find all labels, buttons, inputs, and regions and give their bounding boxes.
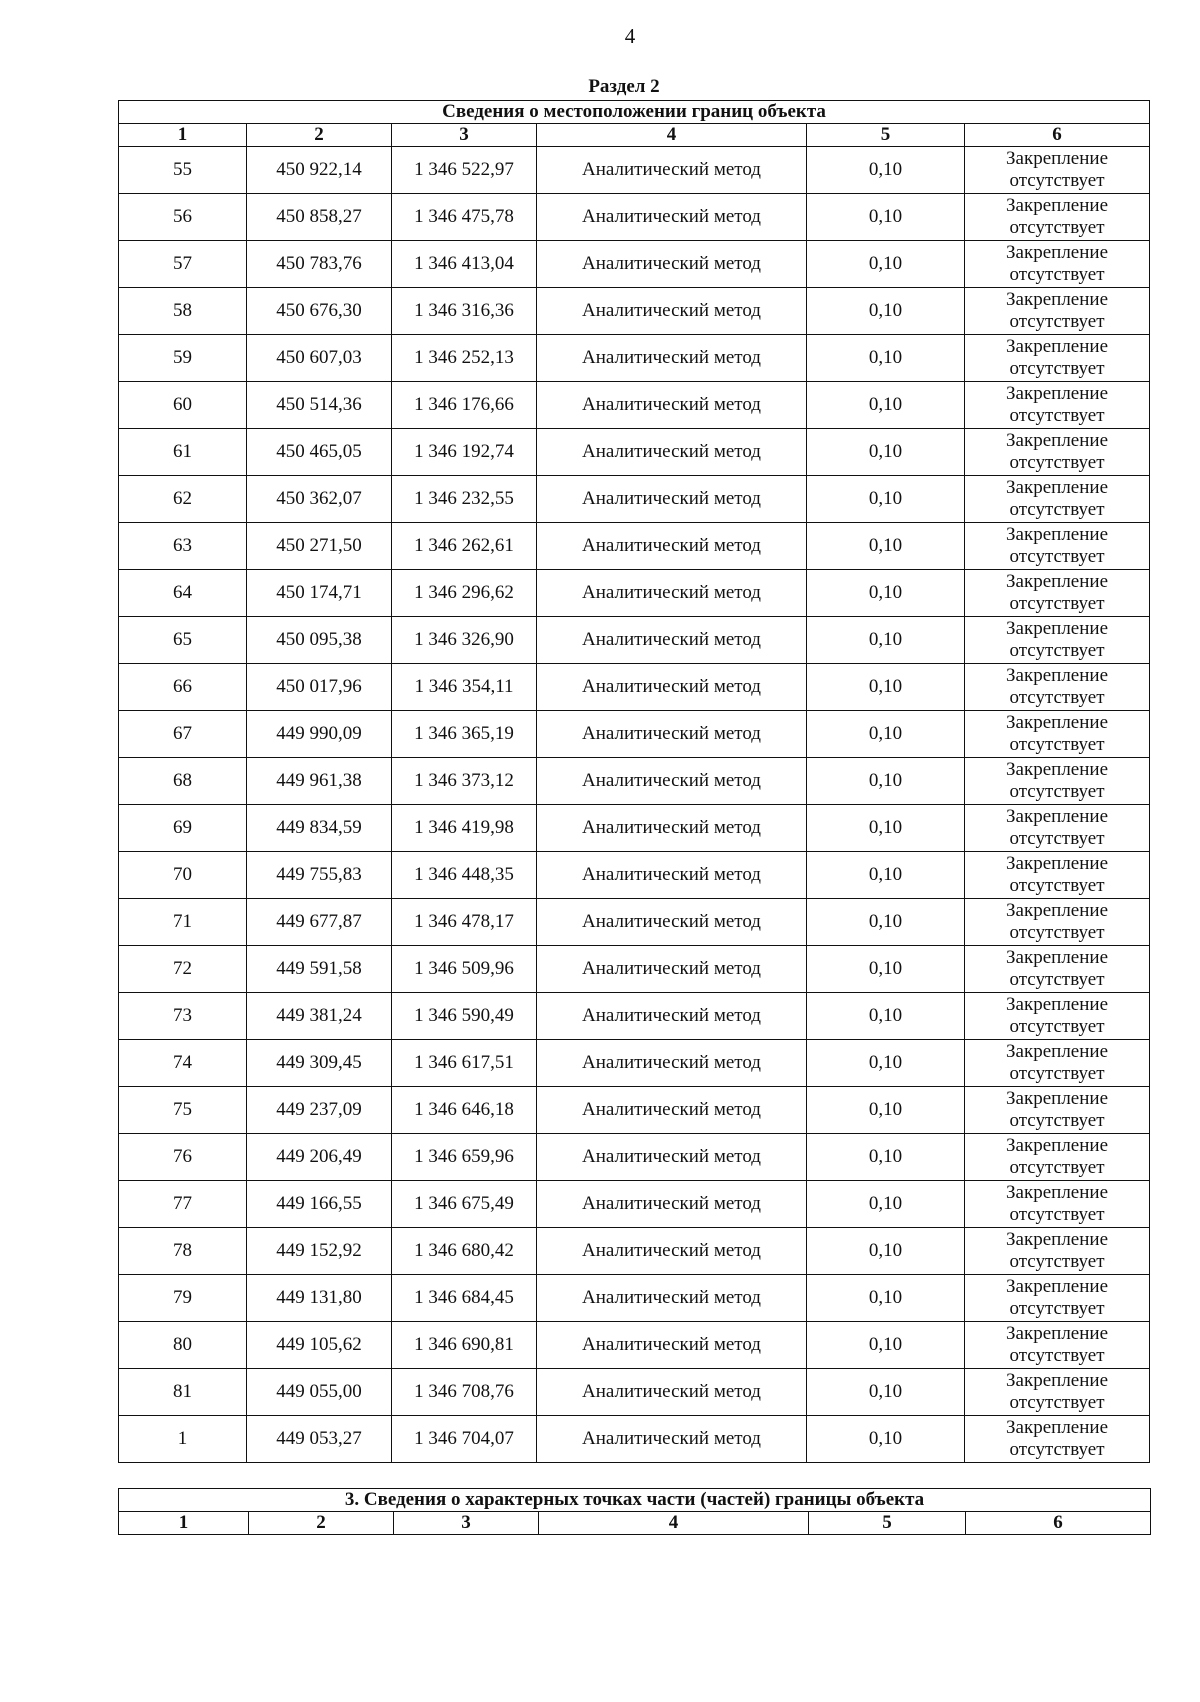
fixation-line-2: отсутствует xyxy=(1009,217,1105,238)
fixation-line-2: отсутствует xyxy=(1009,311,1105,332)
coordinate-x: 450 514,36 xyxy=(247,382,392,429)
fixation-line-1: Закрепление xyxy=(1006,900,1108,921)
accuracy-value: 0,10 xyxy=(807,993,965,1040)
fixation-line-1: Закрепление xyxy=(1006,1182,1108,1203)
coordinate-x: 450 017,96 xyxy=(247,664,392,711)
fixation-description xyxy=(965,1228,1150,1275)
coordinate-y: 1 346 262,61 xyxy=(392,523,537,570)
fixation-description xyxy=(965,711,1150,758)
fixation-line-1: Закрепление xyxy=(1006,1088,1108,1109)
fixation-line-1: Закрепление xyxy=(1006,806,1108,827)
fixation-line-1: Закрепление xyxy=(1006,994,1108,1015)
point-number: 55 xyxy=(119,147,247,194)
fixation-line-2: отсутствует xyxy=(1009,358,1105,379)
determination-method: Аналитический метод xyxy=(537,711,807,758)
point-number: 68 xyxy=(119,758,247,805)
table-row xyxy=(119,476,1150,523)
coordinate-y: 1 346 316,36 xyxy=(392,288,537,335)
table-row xyxy=(119,1040,1150,1087)
fixation-line-2: отсутствует xyxy=(1009,1110,1105,1131)
parts-column-numbers-row xyxy=(119,1512,1151,1535)
determination-method: Аналитический метод xyxy=(537,1322,807,1369)
accuracy-value: 0,10 xyxy=(807,194,965,241)
coordinate-x: 449 591,58 xyxy=(247,946,392,993)
determination-method: Аналитический метод xyxy=(537,1087,807,1134)
fixation-line-2: отсутствует xyxy=(1009,1016,1105,1037)
fixation-line-2: отсутствует xyxy=(1009,1392,1105,1413)
fixation-description xyxy=(965,617,1150,664)
coordinate-x: 449 053,27 xyxy=(247,1416,392,1463)
point-number: 73 xyxy=(119,993,247,1040)
coordinate-y: 1 346 326,90 xyxy=(392,617,537,664)
table-row xyxy=(119,1134,1150,1181)
fixation-description xyxy=(965,1275,1150,1322)
point-number: 63 xyxy=(119,523,247,570)
coordinate-y: 1 346 413,04 xyxy=(392,241,537,288)
coordinate-x: 450 676,30 xyxy=(247,288,392,335)
accuracy-value: 0,10 xyxy=(807,288,965,335)
accuracy-value: 0,10 xyxy=(807,1322,965,1369)
table-row xyxy=(119,241,1150,288)
fixation-line-2: отсутствует xyxy=(1009,828,1105,849)
fixation-line-1: Закрепление xyxy=(1006,195,1108,216)
fixation-line-1: Закрепление xyxy=(1006,1135,1108,1156)
accuracy-value: 0,10 xyxy=(807,711,965,758)
point-number: 71 xyxy=(119,899,247,946)
fixation-description xyxy=(965,1181,1150,1228)
fixation-line-1: Закрепление xyxy=(1006,383,1108,404)
fixation-line-2: отсутствует xyxy=(1009,1157,1105,1178)
fixation-description xyxy=(965,382,1150,429)
fixation-line-1: Закрепление xyxy=(1006,1417,1108,1438)
accuracy-value: 0,10 xyxy=(807,852,965,899)
accuracy-value: 0,10 xyxy=(807,147,965,194)
coordinate-y: 1 346 590,49 xyxy=(392,993,537,1040)
determination-method: Аналитический метод xyxy=(537,1369,807,1416)
point-number: 70 xyxy=(119,852,247,899)
determination-method: Аналитический метод xyxy=(537,1040,807,1087)
coordinate-y: 1 346 478,17 xyxy=(392,899,537,946)
parts-table-caption: 3. Сведения о характерных точках части (частей) границы объекта xyxy=(119,1489,1151,1512)
fixation-line-2: отсутствует xyxy=(1009,593,1105,614)
coordinate-x: 449 206,49 xyxy=(247,1134,392,1181)
determination-method: Аналитический метод xyxy=(537,664,807,711)
accuracy-value: 0,10 xyxy=(807,664,965,711)
column-number: 3 xyxy=(394,1512,539,1535)
point-number: 76 xyxy=(119,1134,247,1181)
table-row xyxy=(119,1181,1150,1228)
determination-method: Аналитический метод xyxy=(537,805,807,852)
point-number: 57 xyxy=(119,241,247,288)
accuracy-value: 0,10 xyxy=(807,1040,965,1087)
fixation-line-2: отсутствует xyxy=(1009,1063,1105,1084)
column-number: 2 xyxy=(249,1512,394,1535)
fixation-line-1: Закрепление xyxy=(1006,289,1108,310)
fixation-line-2: отсутствует xyxy=(1009,546,1105,567)
fixation-line-1: Закрепление xyxy=(1006,1370,1108,1391)
point-number: 79 xyxy=(119,1275,247,1322)
coordinate-y: 1 346 252,13 xyxy=(392,335,537,382)
fixation-line-2: отсутствует xyxy=(1009,1298,1105,1319)
determination-method: Аналитический метод xyxy=(537,1228,807,1275)
fixation-description xyxy=(965,758,1150,805)
section-title: Раздел 2 xyxy=(588,76,660,97)
accuracy-value: 0,10 xyxy=(807,899,965,946)
coordinate-x: 449 381,24 xyxy=(247,993,392,1040)
table-row xyxy=(119,946,1150,993)
coordinate-x: 450 858,27 xyxy=(247,194,392,241)
fixation-line-2: отсутствует xyxy=(1009,405,1105,426)
table-row xyxy=(119,805,1150,852)
coordinate-x: 449 961,38 xyxy=(247,758,392,805)
point-number: 75 xyxy=(119,1087,247,1134)
fixation-line-1: Закрепление xyxy=(1006,1229,1108,1250)
coordinate-x: 449 834,59 xyxy=(247,805,392,852)
fixation-line-2: отсутствует xyxy=(1009,640,1105,661)
determination-method: Аналитический метод xyxy=(537,758,807,805)
coordinate-x: 450 607,03 xyxy=(247,335,392,382)
point-number: 67 xyxy=(119,711,247,758)
coordinate-x: 450 783,76 xyxy=(247,241,392,288)
fixation-line-1: Закрепление xyxy=(1006,1041,1108,1062)
point-number: 61 xyxy=(119,429,247,476)
fixation-description xyxy=(965,1416,1150,1463)
accuracy-value: 0,10 xyxy=(807,617,965,664)
fixation-description xyxy=(965,664,1150,711)
point-number: 78 xyxy=(119,1228,247,1275)
point-number: 64 xyxy=(119,570,247,617)
table-row xyxy=(119,993,1150,1040)
table-row xyxy=(119,758,1150,805)
fixation-description xyxy=(965,852,1150,899)
coordinate-y: 1 346 296,62 xyxy=(392,570,537,617)
column-number: 3 xyxy=(392,124,537,147)
point-number: 1 xyxy=(119,1416,247,1463)
column-numbers-row xyxy=(119,124,1150,147)
table-row xyxy=(119,664,1150,711)
fixation-description xyxy=(965,1040,1150,1087)
determination-method: Аналитический метод xyxy=(537,946,807,993)
table-caption: Сведения о местоположении границ объекта xyxy=(119,101,1150,124)
fixation-line-1: Закрепление xyxy=(1006,430,1108,451)
coordinate-y: 1 346 419,98 xyxy=(392,805,537,852)
fixation-line-2: отсутствует xyxy=(1009,781,1105,802)
accuracy-value: 0,10 xyxy=(807,805,965,852)
fixation-description xyxy=(965,429,1150,476)
table-row xyxy=(119,1416,1150,1463)
column-number: 5 xyxy=(807,124,965,147)
point-number: 56 xyxy=(119,194,247,241)
point-number: 74 xyxy=(119,1040,247,1087)
accuracy-value: 0,10 xyxy=(807,335,965,382)
determination-method: Аналитический метод xyxy=(537,617,807,664)
accuracy-value: 0,10 xyxy=(807,1416,965,1463)
fixation-description xyxy=(965,335,1150,382)
determination-method: Аналитический метод xyxy=(537,1416,807,1463)
fixation-line-2: отсутствует xyxy=(1009,875,1105,896)
fixation-line-2: отсутствует xyxy=(1009,687,1105,708)
point-number: 65 xyxy=(119,617,247,664)
accuracy-value: 0,10 xyxy=(807,946,965,993)
column-number: 4 xyxy=(539,1512,809,1535)
determination-method: Аналитический метод xyxy=(537,570,807,617)
coordinate-y: 1 346 448,35 xyxy=(392,852,537,899)
fixation-line-1: Закрепление xyxy=(1006,1276,1108,1297)
column-number: 6 xyxy=(965,124,1150,147)
coordinate-y: 1 346 704,07 xyxy=(392,1416,537,1463)
fixation-line-2: отсутствует xyxy=(1009,969,1105,990)
determination-method: Аналитический метод xyxy=(537,899,807,946)
determination-method: Аналитический метод xyxy=(537,852,807,899)
fixation-line-1: Закрепление xyxy=(1006,524,1108,545)
column-number: 2 xyxy=(247,124,392,147)
parts-table xyxy=(118,1488,1151,1535)
coordinate-y: 1 346 646,18 xyxy=(392,1087,537,1134)
accuracy-value: 0,10 xyxy=(807,429,965,476)
table-row xyxy=(119,194,1150,241)
fixation-description xyxy=(965,1087,1150,1134)
fixation-line-2: отсутствует xyxy=(1009,1439,1105,1460)
boundary-table xyxy=(118,100,1150,1463)
fixation-line-1: Закрепление xyxy=(1006,665,1108,686)
table-row xyxy=(119,899,1150,946)
table-row xyxy=(119,1228,1150,1275)
point-number: 62 xyxy=(119,476,247,523)
fixation-line-1: Закрепление xyxy=(1006,853,1108,874)
table-row xyxy=(119,1369,1150,1416)
accuracy-value: 0,10 xyxy=(807,758,965,805)
fixation-line-1: Закрепление xyxy=(1006,1323,1108,1344)
fixation-description xyxy=(965,147,1150,194)
fixation-description xyxy=(965,993,1150,1040)
fixation-line-1: Закрепление xyxy=(1006,947,1108,968)
coordinate-y: 1 346 232,55 xyxy=(392,476,537,523)
point-number: 60 xyxy=(119,382,247,429)
fixation-description xyxy=(965,523,1150,570)
coordinate-y: 1 346 354,11 xyxy=(392,664,537,711)
fixation-line-2: отсутствует xyxy=(1009,1345,1105,1366)
determination-method: Аналитический метод xyxy=(537,241,807,288)
coordinate-y: 1 346 680,42 xyxy=(392,1228,537,1275)
determination-method: Аналитический метод xyxy=(537,476,807,523)
table-row xyxy=(119,852,1150,899)
page-number: 4 xyxy=(624,24,636,48)
point-number: 80 xyxy=(119,1322,247,1369)
coordinate-y: 1 346 617,51 xyxy=(392,1040,537,1087)
coordinate-y: 1 346 192,74 xyxy=(392,429,537,476)
accuracy-value: 0,10 xyxy=(807,1275,965,1322)
coordinate-y: 1 346 684,45 xyxy=(392,1275,537,1322)
coordinate-y: 1 346 365,19 xyxy=(392,711,537,758)
fixation-description xyxy=(965,476,1150,523)
coordinate-y: 1 346 176,66 xyxy=(392,382,537,429)
coordinate-x: 449 677,87 xyxy=(247,899,392,946)
accuracy-value: 0,10 xyxy=(807,1134,965,1181)
column-number: 5 xyxy=(809,1512,966,1535)
accuracy-value: 0,10 xyxy=(807,382,965,429)
coordinate-x: 449 755,83 xyxy=(247,852,392,899)
coordinate-x: 450 362,07 xyxy=(247,476,392,523)
determination-method: Аналитический метод xyxy=(537,523,807,570)
fixation-description xyxy=(965,570,1150,617)
fixation-line-1: Закрепление xyxy=(1006,148,1108,169)
fixation-description xyxy=(965,946,1150,993)
accuracy-value: 0,10 xyxy=(807,1228,965,1275)
table-row xyxy=(119,711,1150,758)
determination-method: Аналитический метод xyxy=(537,1181,807,1228)
fixation-line-2: отсутствует xyxy=(1009,170,1105,191)
coordinate-x: 450 271,50 xyxy=(247,523,392,570)
coordinate-x: 449 990,09 xyxy=(247,711,392,758)
coordinate-x: 449 166,55 xyxy=(247,1181,392,1228)
fixation-description xyxy=(965,241,1150,288)
table-row xyxy=(119,1322,1150,1369)
coordinate-y: 1 346 675,49 xyxy=(392,1181,537,1228)
coordinate-y: 1 346 522,97 xyxy=(392,147,537,194)
fixation-line-2: отсутствует xyxy=(1009,452,1105,473)
table-row xyxy=(119,1087,1150,1134)
determination-method: Аналитический метод xyxy=(537,382,807,429)
fixation-line-1: Закрепление xyxy=(1006,571,1108,592)
fixation-line-1: Закрепление xyxy=(1006,242,1108,263)
coordinate-y: 1 346 659,96 xyxy=(392,1134,537,1181)
coordinate-y: 1 346 690,81 xyxy=(392,1322,537,1369)
table-row xyxy=(119,429,1150,476)
table-row xyxy=(119,570,1150,617)
fixation-description xyxy=(965,194,1150,241)
fixation-line-1: Закрепление xyxy=(1006,759,1108,780)
determination-method: Аналитический метод xyxy=(537,288,807,335)
point-number: 77 xyxy=(119,1181,247,1228)
fixation-line-1: Закрепление xyxy=(1006,336,1108,357)
coordinate-y: 1 346 708,76 xyxy=(392,1369,537,1416)
point-number: 59 xyxy=(119,335,247,382)
fixation-description xyxy=(965,1322,1150,1369)
point-number: 69 xyxy=(119,805,247,852)
coordinate-x: 450 095,38 xyxy=(247,617,392,664)
accuracy-value: 0,10 xyxy=(807,1087,965,1134)
fixation-line-2: отсутствует xyxy=(1009,922,1105,943)
accuracy-value: 0,10 xyxy=(807,241,965,288)
determination-method: Аналитический метод xyxy=(537,147,807,194)
table-row xyxy=(119,1275,1150,1322)
table-row xyxy=(119,523,1150,570)
determination-method: Аналитический метод xyxy=(537,194,807,241)
fixation-description xyxy=(965,805,1150,852)
coordinate-x: 449 237,09 xyxy=(247,1087,392,1134)
table-row xyxy=(119,617,1150,664)
table-row xyxy=(119,335,1150,382)
point-number: 66 xyxy=(119,664,247,711)
accuracy-value: 0,10 xyxy=(807,523,965,570)
coordinate-x: 450 922,14 xyxy=(247,147,392,194)
point-number: 58 xyxy=(119,288,247,335)
fixation-description xyxy=(965,899,1150,946)
coordinate-x: 449 131,80 xyxy=(247,1275,392,1322)
fixation-description xyxy=(965,1134,1150,1181)
table-row xyxy=(119,382,1150,429)
fixation-description xyxy=(965,1369,1150,1416)
accuracy-value: 0,10 xyxy=(807,476,965,523)
coordinate-x: 449 105,62 xyxy=(247,1322,392,1369)
coordinate-x: 449 309,45 xyxy=(247,1040,392,1087)
coordinate-x: 449 152,92 xyxy=(247,1228,392,1275)
fixation-line-2: отсутствует xyxy=(1009,734,1105,755)
fixation-line-1: Закрепление xyxy=(1006,712,1108,733)
coordinate-x: 450 465,05 xyxy=(247,429,392,476)
accuracy-value: 0,10 xyxy=(807,1369,965,1416)
point-number: 72 xyxy=(119,946,247,993)
coordinate-x: 449 055,00 xyxy=(247,1369,392,1416)
determination-method: Аналитический метод xyxy=(537,429,807,476)
fixation-line-1: Закрепление xyxy=(1006,618,1108,639)
fixation-line-1: Закрепление xyxy=(1006,477,1108,498)
coordinate-x: 450 174,71 xyxy=(247,570,392,617)
table-row xyxy=(119,288,1150,335)
fixation-line-2: отсутствует xyxy=(1009,264,1105,285)
coordinate-y: 1 346 373,12 xyxy=(392,758,537,805)
accuracy-value: 0,10 xyxy=(807,570,965,617)
determination-method: Аналитический метод xyxy=(537,1275,807,1322)
coordinate-y: 1 346 475,78 xyxy=(392,194,537,241)
fixation-line-2: отсутствует xyxy=(1009,1204,1105,1225)
fixation-line-2: отсутствует xyxy=(1009,499,1105,520)
determination-method: Аналитический метод xyxy=(537,335,807,382)
determination-method: Аналитический метод xyxy=(537,993,807,1040)
fixation-line-2: отсутствует xyxy=(1009,1251,1105,1272)
column-number: 6 xyxy=(966,1512,1151,1535)
column-number: 1 xyxy=(119,124,247,147)
column-number: 1 xyxy=(119,1512,249,1535)
column-number: 4 xyxy=(537,124,807,147)
fixation-description xyxy=(965,288,1150,335)
coordinate-y: 1 346 509,96 xyxy=(392,946,537,993)
point-number: 81 xyxy=(119,1369,247,1416)
table-row xyxy=(119,147,1150,194)
determination-method: Аналитический метод xyxy=(537,1134,807,1181)
accuracy-value: 0,10 xyxy=(807,1181,965,1228)
